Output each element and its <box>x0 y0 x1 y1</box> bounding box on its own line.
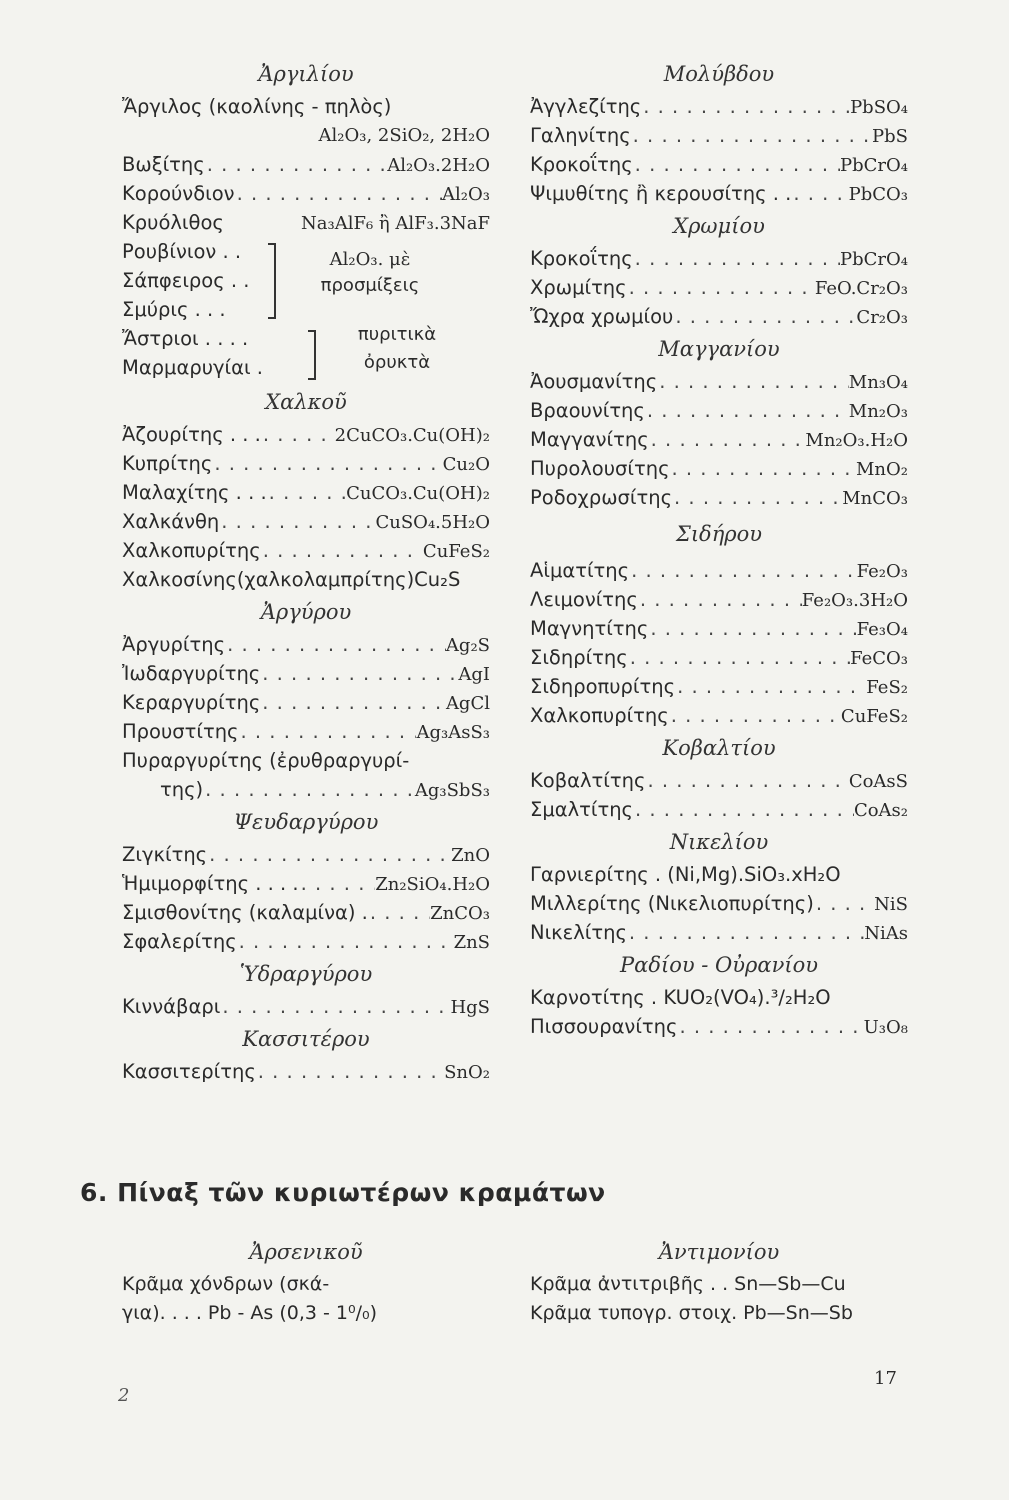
mineral-row <box>530 585 908 614</box>
leader-dots <box>225 630 446 659</box>
mineral-formula: PbSO₄ <box>850 97 908 118</box>
mineral-formula: ZnO <box>451 845 490 866</box>
group-item: Ρουβίνιον . . <box>122 240 242 263</box>
mineral-name: Αἱματίτης <box>530 559 630 582</box>
mineral-row <box>122 898 490 927</box>
heading-lead: Μολύβδου <box>663 62 775 86</box>
mineral-name: Μαγγανίτης <box>530 428 649 451</box>
leader-dots <box>657 367 849 396</box>
mineral-name: Σμισθονίτης (καλαμίνα) . <box>122 901 368 924</box>
mineral-formula: Mn₂O₃ <box>848 401 908 422</box>
heading-mercury: Ὑδραργύρου <box>239 962 373 986</box>
mineral-row <box>122 565 490 594</box>
leader-dots <box>220 992 450 1021</box>
mineral-name: Ὤχρα χρωμίου <box>530 305 674 328</box>
heading-arsenic: Ἀρσενικοῦ <box>249 1240 363 1264</box>
leader-dots <box>677 1012 863 1041</box>
mineral-name: Μαγνητίτης <box>530 617 649 640</box>
lead-list <box>530 92 908 208</box>
mineral-row <box>530 396 908 425</box>
mineral-name: Κρυόλιθος <box>122 211 224 234</box>
mineral-name: Μαλαχίτης . . . <box>122 481 267 504</box>
mineral-row <box>530 672 908 701</box>
mineral-formula: Mn₂O₃.H₂O <box>805 430 908 451</box>
group-item: Σάπφειρος . . <box>122 269 250 292</box>
mineral-formula: SnO₂ <box>444 1062 490 1083</box>
mineral-name: Κυπρίτης <box>122 452 213 475</box>
heading-zinc: Ψευδαργύρου <box>233 810 379 834</box>
mineral-row <box>122 507 490 536</box>
mineral-formula: FeO.Cr₂O₃ <box>814 278 908 299</box>
mineral-formula: U₃O₈ <box>863 1017 908 1038</box>
leader-dots <box>814 889 874 918</box>
leader-dots <box>256 1057 444 1086</box>
mineral-formula: Ag₂S <box>445 635 490 656</box>
mineral-row <box>122 688 490 717</box>
copper-list <box>122 420 490 565</box>
page-signature: 2 <box>118 1385 130 1406</box>
heading-cobalt: Κοβαλτίου <box>662 736 776 760</box>
mineral-row <box>530 918 908 947</box>
leader-dots <box>649 425 806 454</box>
leader-dots <box>675 672 866 701</box>
alloy-text: για). . . . Pb - As (0,3 - 1⁰/₀) <box>122 1302 378 1324</box>
mineral-name: της) <box>160 778 204 801</box>
alloy-text: Κρᾶμα χόνδρων (σκά- <box>122 1273 330 1295</box>
mineral-row <box>122 536 490 565</box>
mica-group <box>122 324 490 384</box>
mineral-formula: PbCO₃ <box>848 184 908 205</box>
mineral-row <box>530 273 908 302</box>
alloy-right <box>530 1234 908 1328</box>
mineral-name: Ψιμυθίτης ἢ κερουσίτης . . <box>530 182 792 205</box>
mineral-formula: AgCl <box>445 693 490 714</box>
alloy-row <box>530 1270 908 1299</box>
mineral-row <box>530 367 908 396</box>
leader-dots <box>207 840 451 869</box>
mineral-row <box>530 1012 908 1041</box>
mineral-formula: Fe₃O₄ <box>856 619 908 640</box>
nickel-list <box>530 860 908 947</box>
mineral-formula: CuCO₃.Cu(OH)₂ <box>346 483 490 504</box>
group-note: προσμίξεις <box>320 275 420 296</box>
group-note: πυριτικὰ <box>357 324 437 345</box>
mineral-name: Κιννάβαρι <box>122 995 221 1018</box>
mineral-formula: FeCO₃ <box>850 648 908 669</box>
mineral-formula: Fe₂O₃ <box>856 561 908 582</box>
mineral-formula: PbCrO₄ <box>840 155 908 176</box>
manganese-list <box>530 367 908 512</box>
heading-nickel: Νικελίου <box>669 830 769 854</box>
mineral-formula: FeS₂ <box>866 677 908 698</box>
section-title: 6. Πίναξ τῶν κυριωτέρων κραμάτων <box>80 1178 606 1207</box>
mineral-row <box>122 449 490 478</box>
mineral-name: Βωξίτης <box>122 153 205 176</box>
mineral-name: Ἄργιλος (καολίνης - πηλὸς) <box>122 95 392 118</box>
leader-dots <box>633 795 854 824</box>
mineral-row <box>122 1057 490 1086</box>
mineral-row <box>122 775 490 804</box>
mineral-name: Κοβαλτίτης <box>530 769 646 792</box>
mineral-name: Κασσιτερίτης <box>122 1060 256 1083</box>
mineral-row <box>530 425 908 454</box>
leader-dots <box>633 150 840 179</box>
leader-dots <box>672 483 842 512</box>
mineral-row <box>530 150 908 179</box>
mineral-row <box>122 478 490 507</box>
leader-dots <box>237 927 454 956</box>
mineral-formula: Mn₃O₄ <box>848 372 908 393</box>
mineral-formula: Ag₃AsS₃ <box>416 722 490 743</box>
mineral-name: Λειμονίτης <box>530 588 638 611</box>
mineral-formula: MnO₂ <box>856 459 908 480</box>
mineral-formula: MnCO₃ <box>842 488 908 509</box>
mineral-formula: CuSO₄.5H₂O <box>375 512 490 533</box>
alloy-text: Κρᾶμα τυπογρ. στοιχ. Pb—Sn—Sb <box>530 1302 853 1324</box>
mineral-name: Γαρνιερίτης . (Ni,Mg).SiO₃.xH₂O <box>530 863 841 886</box>
leader-dots <box>235 179 442 208</box>
mineral-row <box>122 746 490 775</box>
leader-dots <box>261 420 335 449</box>
leader-dots <box>641 92 850 121</box>
heading-chrome: Χρωμίου <box>673 214 765 238</box>
mineral-name: Χαλκοπυρίτης <box>122 539 261 562</box>
alloy-left <box>122 1234 490 1328</box>
mineral-row <box>122 420 490 449</box>
mineral-formula: 2CuCO₃.Cu(OH)₂ <box>334 425 490 446</box>
leader-dots <box>368 898 430 927</box>
heading-tin: Κασσιτέρου <box>242 1027 370 1051</box>
heading-copper: Χαλκοῦ <box>265 390 347 414</box>
mineral-row <box>530 766 908 795</box>
leader-dots <box>669 701 841 730</box>
mineral-formula: Cu₂O <box>442 454 490 475</box>
mineral-name: Χαλκοσίνης(χαλκολαμπρίτης)Cu₂S <box>122 568 461 591</box>
mineral-row <box>122 92 490 121</box>
mineral-row <box>530 614 908 643</box>
mineral-name: Βραουνίτης <box>530 399 645 422</box>
heading-argilos: Ἀργιλίου <box>258 62 354 86</box>
cobalt-list <box>530 766 908 824</box>
brace <box>268 243 276 319</box>
mineral-formula: HgS <box>450 997 490 1018</box>
mineral-name: Χρωμίτης <box>530 276 627 299</box>
mineral-name: Πυραργυρίτης (ἐρυθραργυρί- <box>122 749 410 772</box>
leader-dots <box>627 918 864 947</box>
leader-dots <box>267 478 346 507</box>
chrome-list <box>530 244 908 331</box>
mineral-name: Κεραργυρίτης <box>122 691 261 714</box>
leader-dots <box>645 396 849 425</box>
mineral-row <box>122 840 490 869</box>
leader-dots <box>203 775 415 804</box>
mineral-row <box>530 701 908 730</box>
brace <box>308 330 316 380</box>
mineral-name: Προυστίτης <box>122 720 239 743</box>
alloy-row <box>122 1270 490 1299</box>
mineral-name: Ἀζουρίτης . . . <box>122 423 261 446</box>
mineral-row <box>122 927 490 956</box>
alloy-row <box>122 1299 490 1328</box>
leader-dots <box>791 179 848 208</box>
mineral-name: Σφαλερίτης <box>122 930 237 953</box>
mineral-name: Κροκοΐτης <box>530 247 633 270</box>
mineral-row <box>530 244 908 273</box>
leader-dots <box>670 454 856 483</box>
gem-group <box>122 237 490 324</box>
mineral-name: Νικελίτης <box>530 921 627 944</box>
mineral-formula: Al₂O₃, 2SiO₂, 2H₂O <box>318 125 490 146</box>
heading-silver: Ἀργύρου <box>260 600 352 624</box>
leader-dots <box>645 766 848 795</box>
mineral-row <box>122 717 490 746</box>
mineral-name: Κροκοΐτης <box>530 153 633 176</box>
group-note: ὀρυκτὰ <box>363 352 431 373</box>
silver-list <box>122 630 490 746</box>
alloy-row <box>530 1299 908 1328</box>
leader-dots <box>219 507 375 536</box>
leader-dots <box>633 244 840 273</box>
mineral-name: Μιλλερίτης (Νικελιοπυρίτης) <box>530 892 814 915</box>
leader-dots <box>205 150 387 179</box>
group-item: Μαρμαρυγίαι . <box>122 356 263 379</box>
mineral-row <box>530 121 908 150</box>
leader-dots <box>648 614 856 643</box>
mineral-row <box>122 630 490 659</box>
mineral-row <box>530 179 908 208</box>
heading-antimony: Ἀντιμονίου <box>658 1240 780 1264</box>
mineral-formula: NiS <box>874 894 908 915</box>
mineral-formula: PbS <box>872 126 908 147</box>
mineral-row <box>530 556 908 585</box>
mineral-row <box>122 150 490 179</box>
right-column <box>530 56 908 1041</box>
mineral-row <box>530 92 908 121</box>
mineral-name: Σιδηρίτης <box>530 646 628 669</box>
heading-radium: Ραδίου - Οὐρανίου <box>620 953 818 977</box>
leader-dots <box>260 659 458 688</box>
mineral-formula: Fe₂O₃.3H₂O <box>801 590 908 611</box>
mineral-name: Ἡμιμορφίτης . . . . <box>122 872 299 895</box>
mineral-name: Σμαλτίτης <box>530 798 634 821</box>
mineral-row <box>530 454 908 483</box>
mineral-row <box>122 992 490 1021</box>
mineral-name: Ἀουσμανίτης <box>530 370 658 393</box>
left-column <box>122 56 490 1086</box>
leader-dots <box>239 717 417 746</box>
leader-dots <box>261 536 423 565</box>
mineral-formula: Na₃AlF₆ ἢ AlF₃.3NaF <box>301 213 490 234</box>
mineral-name: Χαλκάνθη <box>122 510 220 533</box>
heading-iron: Σιδήρου <box>675 522 763 546</box>
mercury-list <box>122 992 490 1021</box>
leader-dots <box>260 688 446 717</box>
mineral-formula: Al₂O₃ <box>442 184 490 205</box>
mineral-row <box>530 795 908 824</box>
mineral-row <box>530 302 908 331</box>
mineral-formula: ZnS <box>453 932 490 953</box>
mineral-row <box>122 121 490 150</box>
mineral-formula: Zn₂SiO₄.H₂O <box>375 874 490 895</box>
alloy-text: Κρᾶμα ἀντιτριβῆς . . Sn—Sb—Cu <box>530 1273 846 1295</box>
heading-manganese: Μαγγανίου <box>658 337 780 361</box>
mineral-row <box>122 208 490 237</box>
tin-list <box>122 1057 490 1086</box>
mineral-row <box>530 889 908 918</box>
mineral-name: Ζιγκίτης <box>122 843 208 866</box>
mineral-formula: ZnCO₃ <box>430 903 490 924</box>
mineral-name: Ροδοχρωσίτης <box>530 486 673 509</box>
mineral-formula: PbCrO₄ <box>840 249 908 270</box>
page-number: 17 <box>874 1368 897 1389</box>
leader-dots <box>299 869 376 898</box>
mineral-row <box>122 659 490 688</box>
mineral-row <box>530 860 908 889</box>
mineral-formula: Al₂O₃.2H₂O <box>387 155 490 176</box>
mineral-name: Ἰωδαργυρίτης <box>122 662 261 685</box>
mineral-name: Καρνοτίτης . KUO₂(VO₄).³/₂H₂O <box>530 986 831 1009</box>
group-item: Σμύρις . . . <box>122 298 226 321</box>
zinc-list <box>122 840 490 956</box>
mineral-row <box>530 983 908 1012</box>
radium-list <box>530 983 908 1041</box>
mineral-row <box>122 869 490 898</box>
mineral-name: Χαλκοπυρίτης <box>530 704 669 727</box>
mineral-name: Ἀργυρίτης <box>122 633 226 656</box>
group-item: Ἄστριοι . . . . <box>122 327 249 350</box>
leader-dots <box>629 556 857 585</box>
mineral-formula: Cr₂O₃ <box>856 307 908 328</box>
mineral-formula: Ag₃SbS₃ <box>414 780 490 801</box>
mineral-formula: AgI <box>458 664 490 685</box>
mineral-name: Σιδηροπυρίτης <box>530 675 676 698</box>
mineral-name: Γαληνίτης <box>530 124 631 147</box>
mineral-row <box>530 643 908 672</box>
mineral-name: Πισσουρανίτης <box>530 1015 678 1038</box>
group-note: Al₂O₃. μὲ <box>329 249 411 270</box>
leader-dots <box>628 643 850 672</box>
leader-dots <box>627 273 815 302</box>
leader-dots <box>212 449 442 478</box>
leader-dots <box>631 121 872 150</box>
mineral-row <box>122 179 490 208</box>
mineral-name: Κορούνδιον <box>122 182 235 205</box>
mineral-formula: CoAsS <box>848 771 908 792</box>
mineral-formula: CuFeS₂ <box>422 541 490 562</box>
iron-list <box>530 556 908 730</box>
mineral-formula: NiAs <box>864 923 908 944</box>
mineral-formula: CoAs₂ <box>853 800 908 821</box>
leader-dots <box>638 585 802 614</box>
mineral-name: Ἀγγλεζίτης <box>530 95 642 118</box>
leader-dots <box>673 302 856 331</box>
mineral-row <box>530 483 908 512</box>
mineral-name: Πυρολουσίτης <box>530 457 670 480</box>
mineral-formula: CuFeS₂ <box>840 706 908 727</box>
